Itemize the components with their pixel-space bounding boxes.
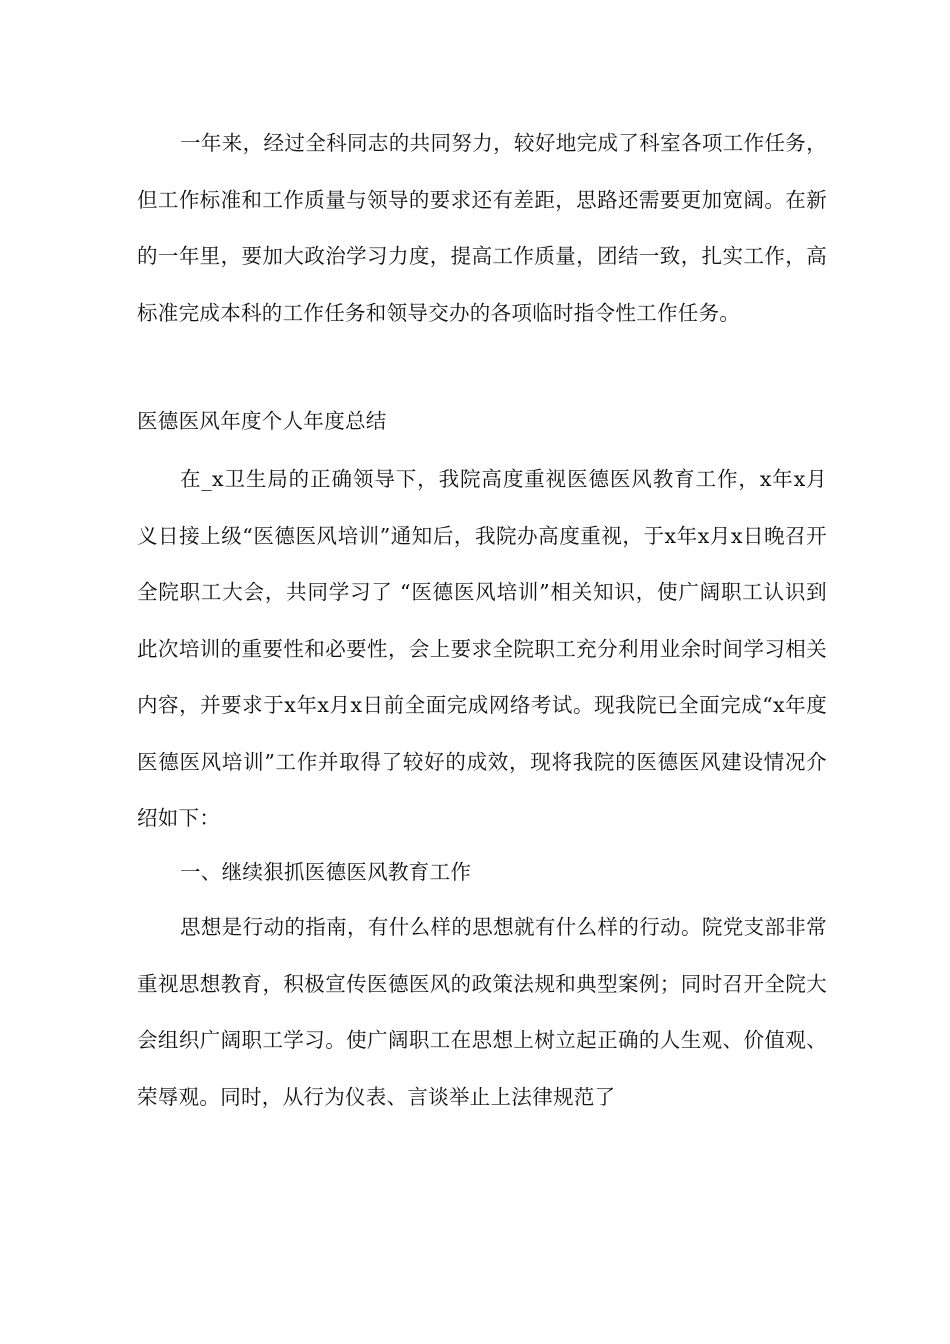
document-title: 医德医风年度个人年度总结 <box>137 409 387 433</box>
body-paragraph: 在_x卫生局的正确领导下，我院高度重视医德医风教育工作，x年x月义日接上级“医德医风培训”通知后，我院办高度重视，于x年x月x日晚召开全院职工大会，共同学习了 “医德医风培训”相关知识，使广阔职工认识到此次培训的重要性和必要性，会上要求全院职工充分利用业余时间学习相关内容，并要求于x年x月x日前全面完成网络考试。现我院已全面完成“x年度医德医风培训”工作并取得了较好的成效，现将我院的医德医风建设情况介绍如下： <box>137 467 827 830</box>
section-heading: 一、继续狠抓医德医风教育工作 <box>180 860 472 884</box>
body-paragraph: 思想是行动的指南，有什么样的思想就有什么样的行动。院党支部非常重视思想教育，积极宣传医德医风的政策法规和典型案例；同时召开全院大会组织广阔职工学习。使广阔职工在思想上树立起正确的人生观、价值观、荣辱观。同时，从行为仪表、言谈举止上法律规范了 <box>137 915 827 1109</box>
body-paragraph: 一年来，经过全科同志的共同努力，较好地完成了科室各项工作任务，但工作标准和工作质量与领导的要求还有差距，思路还需要更加宽阔。在新的一年里，要加大政治学习力度，提高工作质量，团结一致，扎实工作，高标准完成本科的工作任务和领导交办的各项临时指令性工作任务。 <box>137 131 827 325</box>
